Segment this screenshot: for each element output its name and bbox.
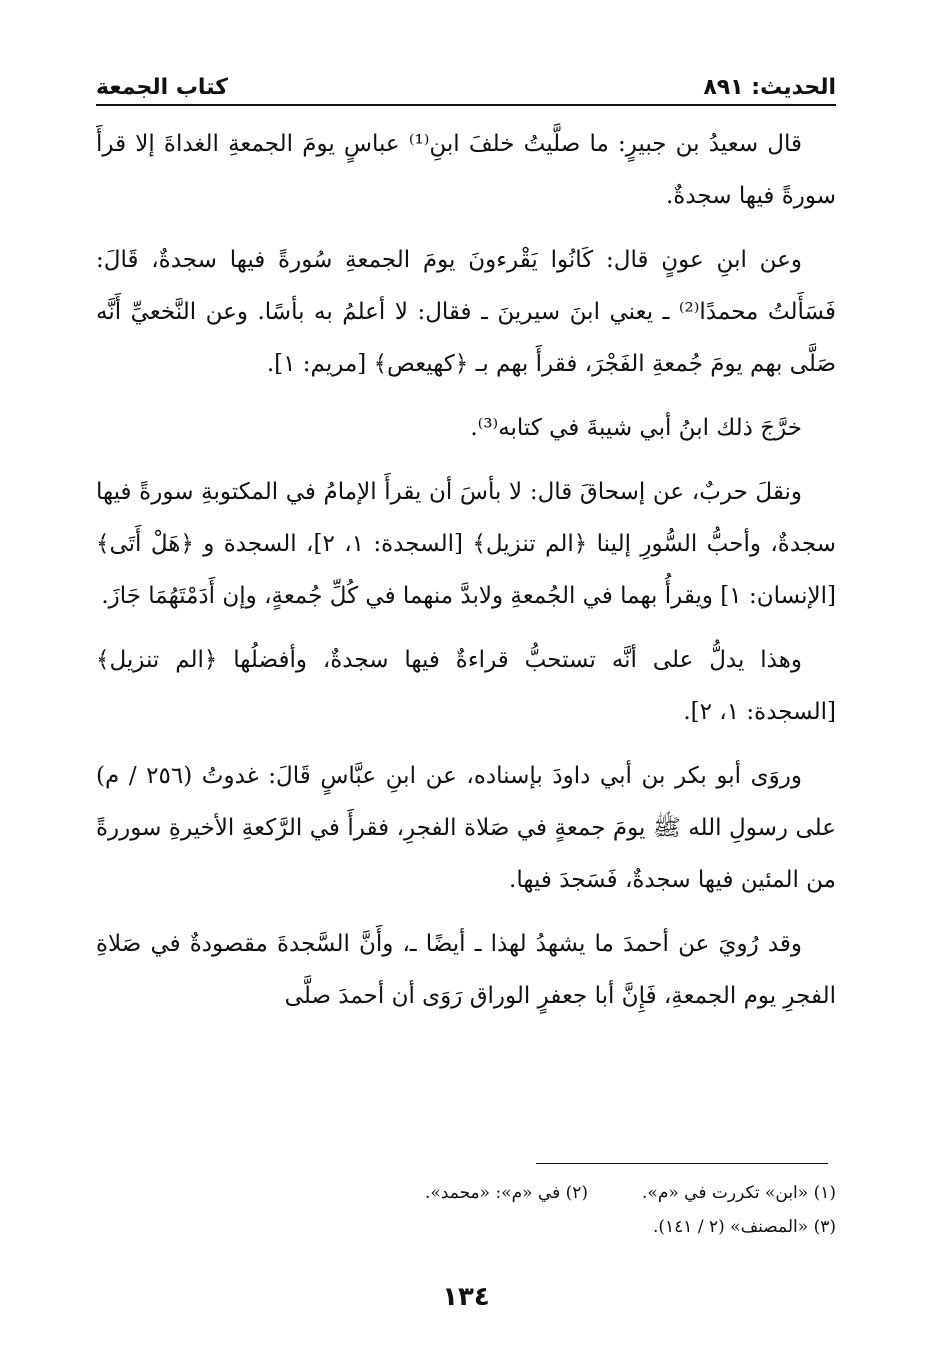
footnote-row — [96, 1210, 836, 1244]
main-text — [96, 118, 836, 1034]
page-header — [96, 58, 836, 100]
footnote-1: (١) «ابن» تكررت في «م». — [642, 1183, 836, 1203]
paragraph: وروَى أبو بكر بن أبي داودَ بإسناده، عن ابنِ عبَّاسٍ قَالَ: غدوتُ (٢٥٦ / م) على رسولِ الله ﷺ يومَ جمعةٍ في صَلاة الفجرِ، فقرأَ في الرَّكعةِ الأخيرةِ سوررةً من المئين فيها سجدةٌ، فَسَجدَ فيها. — [96, 763, 836, 893]
footnote-2: (٢) في «م»: «محمد». — [425, 1183, 589, 1203]
paragraph: وهذا يدلُّ على أنَّه تستحبُّ قراءةٌ فيها سجدةٌ، وأفضلُها ﴿الم تنزيل﴾ [السجدة: ١، ٢]. — [96, 647, 836, 725]
footnote-divider — [536, 1163, 828, 1164]
paragraph: ونقلَ حربٌ، عن إسحاقَ قال: لا بأسَ أن يقرأَ الإمامُ في المكتوبةِ سورةً فيها سجدةٌ، وأحبُّ السُّورِ إلينا ﴿الم تنزيل﴾ [السجدة: ١، ٢]، السجدة و ﴿هَلْ أَتَى﴾ [الإنسان: ١] ويقرأُ بهما في الجُمعةِ ولابدَّ منهما في كُلِّ جُمعةٍ، وإن أَدَمْتَهُمَا جَازَ. — [96, 479, 837, 609]
page-number: ١٣٤ — [442, 1282, 490, 1312]
chapter-title: كتاب الجمعة — [96, 75, 228, 100]
paragraph: وعن ابنِ عونٍ قال: كَانُوا يَقْرءونَ يومَ الجمعةِ سُورةً فيها سجدةٌ، قَالَ: فَسَأَلتُ محمدًا⁽²⁾ ـ يعني ابنَ سيرينَ ـ فقال: لا أعلمُ به بأسًا. وعن النَّخعيِّ أَنَّه صَلَّى بهم يومَ جُمعةِ الفَجْرَ، فقرأَ بهم بـ ﴿كهيعص﴾ [مريم: ١]. — [96, 247, 836, 377]
footnote-3: (٣) «المصنف» (٢ / ١٤١). — [653, 1217, 836, 1237]
footnote-row — [96, 1176, 836, 1210]
footnotes — [96, 1176, 836, 1244]
hadith-number: الحديث: ٨٩١ — [703, 75, 836, 100]
paragraph: وقد رُويَ عن أحمدَ ما يشهدُ لهذا ـ أيضًا ـ، وأَنَّ السَّجدةَ مقصودةٌ في صَلاةِ الفجرِ يوم الجمعةِ، فَإِنَّ أبا جعفرٍ الوراق رَوَى أن أحمدَ صلَّى — [96, 931, 836, 1009]
paragraph: خرَّجَ ذلك ابنُ أبي شيبةَ في كتابه⁽³⁾. — [470, 415, 802, 441]
paragraph: قال سعيدُ بن جبيرٍ: ما صلَّيتُ خلفَ ابنِ⁽¹⁾ عباسٍ يومَ الجمعةِ الغداةَ إلا قرأَ سورةً فيها سجدةٌ. — [96, 131, 836, 209]
header-divider — [96, 104, 836, 106]
